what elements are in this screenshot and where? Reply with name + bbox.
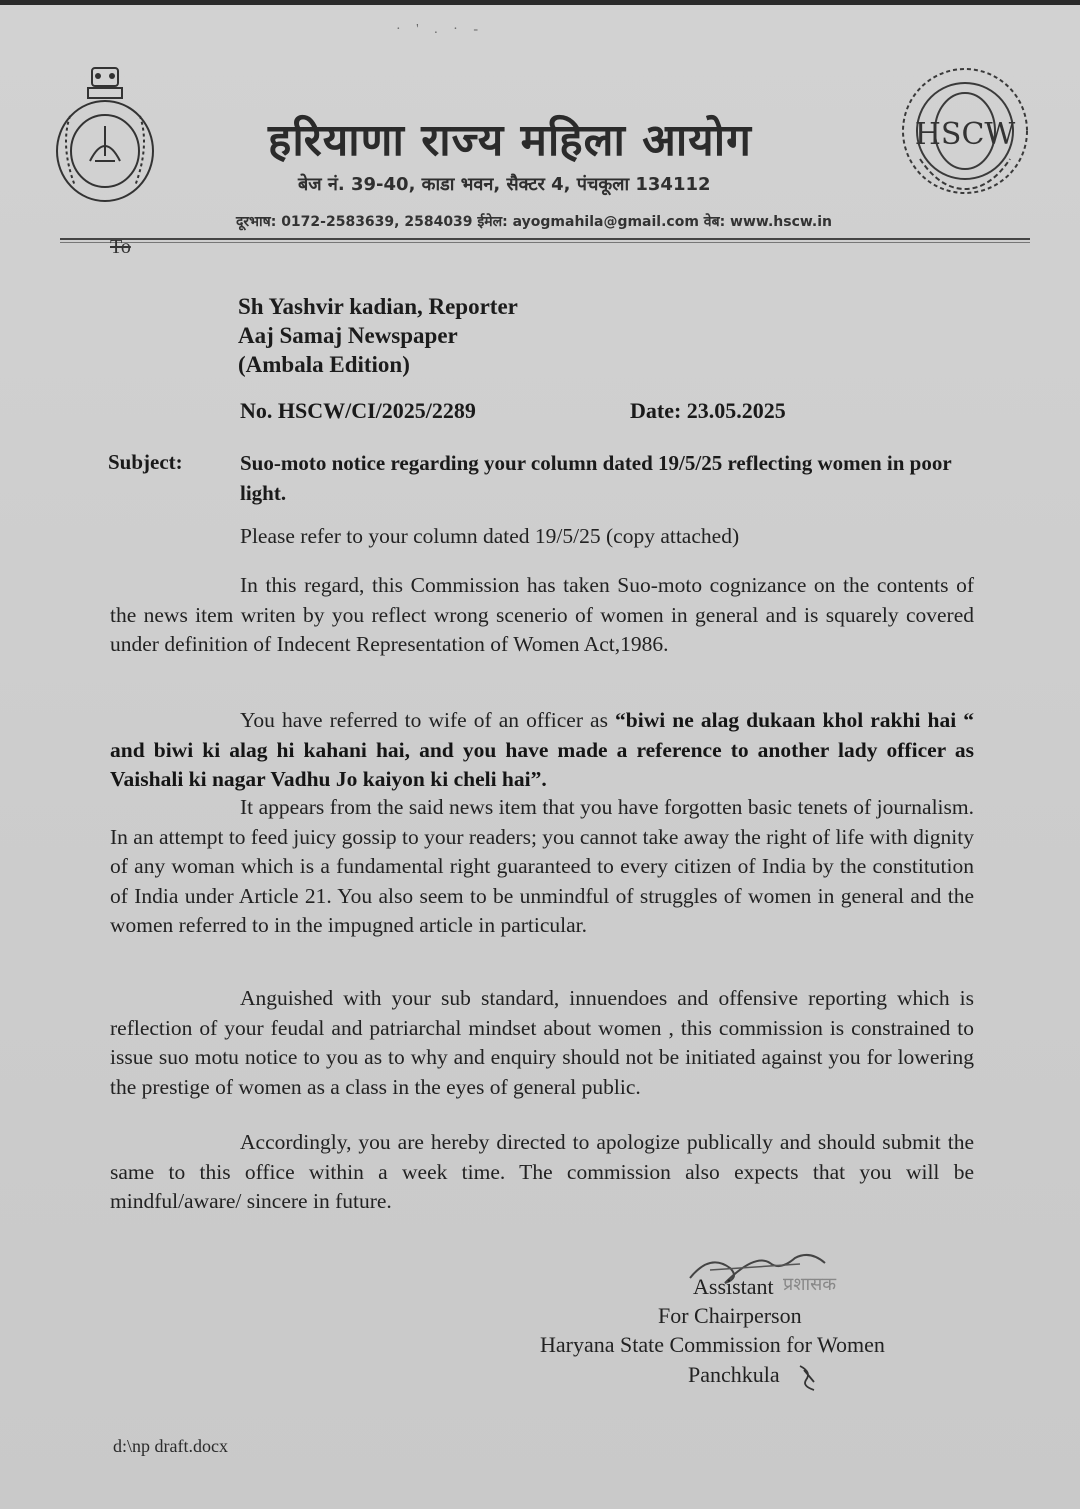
quoted-remark: “biwi ne alag dukaan khol rakhi hai “ and biwi ki alag hi kahani hai, and you have made a reference to another lady officer as Vaishali ki nagar Vadhu Jo kaiyon ki cheli hai”. [110, 708, 974, 791]
body-paragraph-5: Accordingly, you are hereby directed to apologize publically and should submit the same to this office within a week time. The commission also expects that you will be mindful/aware/ sincere in future. [110, 1130, 974, 1213]
reference-number: No. HSCW/CI/2025/2289 [240, 398, 476, 423]
signatory-organization: Haryana State Commission for Women [540, 1332, 885, 1357]
body-paragraph-3: It appears from the said news item that you have forgotten basic tenets of journalism. In an attempt to feed juicy gossip to your readers; you cannot take away the right of life with dignity of any woman which is a fundamental right guaranteed to every citizen of India by the constitution of India under Article 21. You also seem to be unmindful of struggles of women in general and the women referred to in the impugned article in particular. [110, 795, 974, 937]
org-contact-line: दूरभाष: 0172-2583639, 2584039 ईमेल: ayogmahila@gmail.com वेब: www.hscw.in [236, 214, 832, 230]
body-paragraph-4: Anguished with your sub standard, innuendoes and offensive reporting which is reflection of your feudal and patriarchal mindset about women , this commission is constrained to issue suo motu notice to you as to why and enquiry should not be initiated against you for lowering the prestige of women as a class in the eyes of general public. [110, 986, 974, 1099]
org-address-hindi: बेज नं. 39-40, काडा भवन, सैक्टर 4, पंचकूला 134112 [298, 174, 711, 195]
hscw-logo-letters: HSCW [914, 117, 1016, 152]
initial-mark-icon [796, 1362, 822, 1392]
signatory-for: For Chairperson [658, 1303, 802, 1328]
subject-label: Subject: [108, 450, 183, 474]
letter-date: Date: 23.05.2025 [630, 398, 786, 423]
hscw-logo-icon [898, 64, 1033, 199]
signatory-title: Assistant [693, 1274, 774, 1299]
subject-text: Suo-moto notice regarding your column dated 19/5/25 reflecting women in poor light. [240, 451, 952, 505]
body-paragraph-1: In this regard, this Commission has taken Suo-moto cognizance on the contents of the news item writen by you reflect wrong scenerio of women in general and is squarely covered under definition of Indecent Representation of Women Act,1986. [110, 573, 974, 656]
signatory-place: Panchkula [688, 1362, 780, 1387]
body-paragraph-2: You have referred to wife of an officer as “biwi ne alag dukaan khol rakhi hai “ and biwi ki alag hi kahani hai, and you have made a reference to another lady officer as Vaishali ki nagar Vadhu Jo kaiyon ki cheli hai”. [110, 708, 974, 791]
org-name-hindi: हरियाणा राज्य महिला आयोग [268, 115, 752, 166]
addressee-line-2: Aaj Samaj Newspaper [238, 323, 458, 348]
file-path-footer: d:\np draft.docx [113, 1436, 228, 1456]
addressee-line-1: Sh Yashvir kadian, Reporter [238, 294, 518, 319]
addressee-block [238, 292, 518, 379]
body-paragraph-0: Please refer to your column dated 19/5/25 (copy attached) [240, 524, 740, 548]
faint-stamp-text: प्रशासक [783, 1274, 837, 1295]
addressee-line-3: (Ambala Edition) [238, 352, 410, 377]
haryana-govt-emblem-icon [50, 66, 160, 216]
scan-top-edge [0, 0, 1080, 5]
scan-specks: · ' . · - [396, 22, 485, 37]
to-label: To [110, 236, 131, 258]
header-divider [60, 238, 1030, 243]
